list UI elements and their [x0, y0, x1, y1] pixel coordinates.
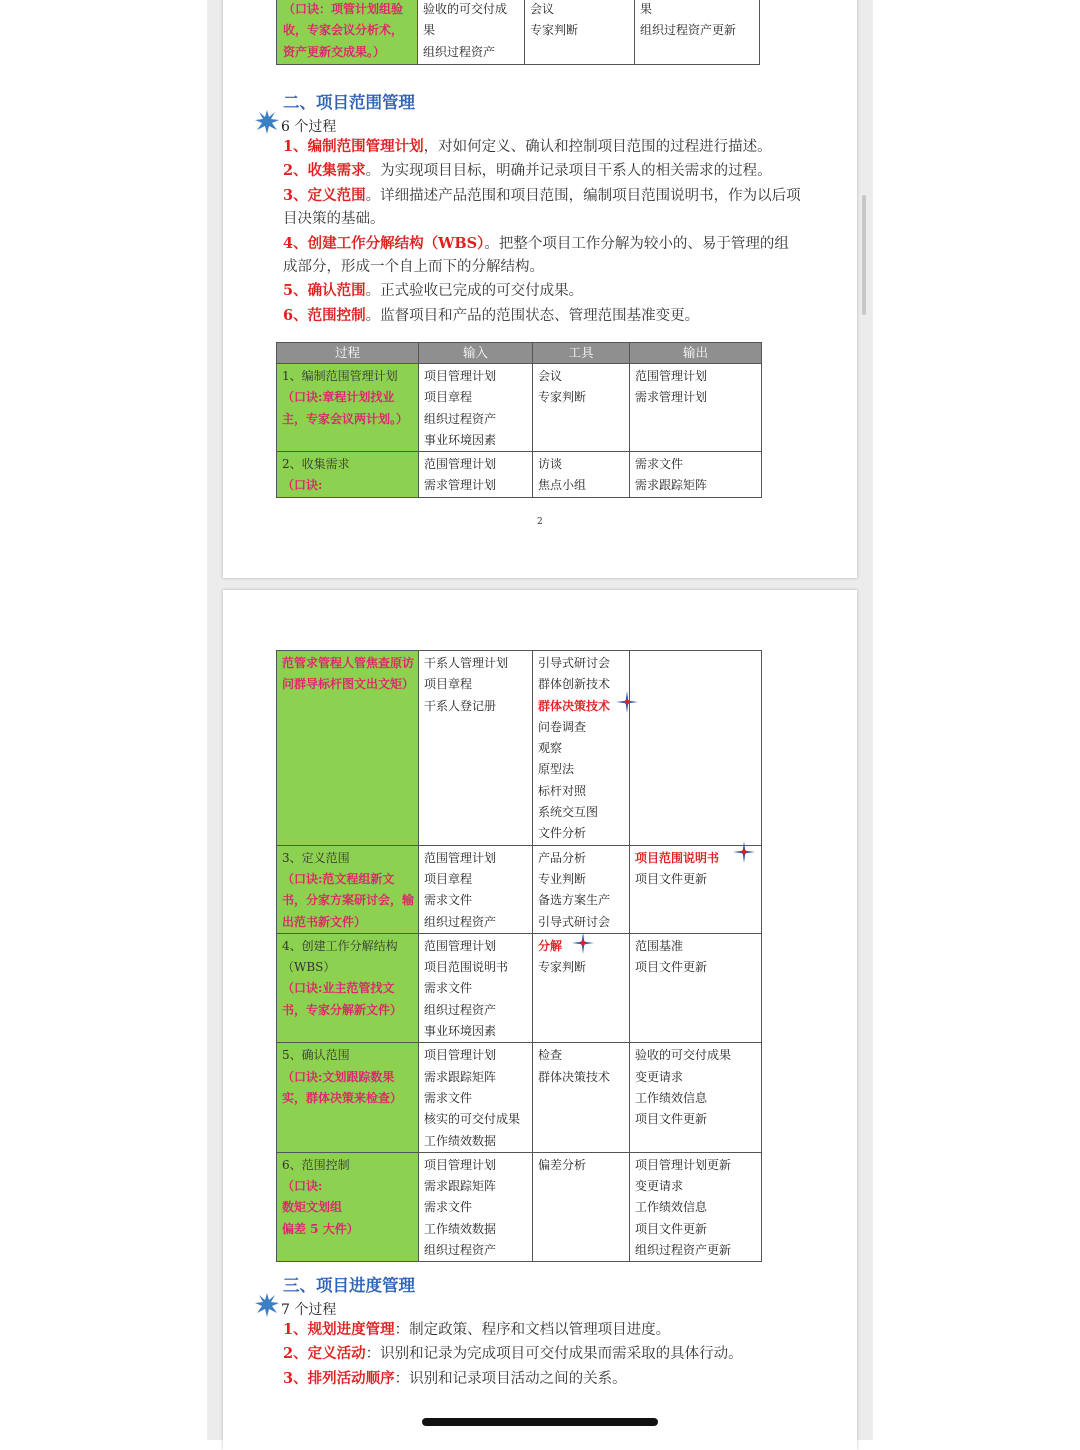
scope-process-list	[283, 135, 803, 328]
list-item: 1、编制范围管理计划，对如何定义、确认和控制项目范围的过程进行描述。	[283, 138, 772, 155]
table-row	[277, 1043, 762, 1152]
scrollbar-thumb[interactable]	[862, 195, 866, 315]
column-header: 工具	[533, 343, 630, 364]
process-cell: 1、编制范围管理计划 （口诀:章程计划找业主，专家会议两计划。）	[277, 364, 419, 452]
column-header: 过程	[277, 343, 419, 364]
inputs-cell: 验收的可交付成 果 组织过程资产	[418, 0, 525, 65]
list-item: 6、范围控制。监督项目和产品的范围状态、管理范围基准变更。	[283, 306, 700, 324]
schedule-process-list	[283, 1318, 803, 1391]
tools-cell: 偏差分析	[533, 1152, 630, 1261]
tools-cell: 访谈 焦点小组	[533, 452, 630, 498]
outputs-cell	[630, 651, 762, 846]
outputs-cell: 项目管理计划更新 变更请求 工作绩效信息 项目文件更新 组织过程资产更新	[630, 1152, 762, 1261]
inputs-cell: 干系人管理计划 项目章程 干系人登记册	[419, 651, 533, 846]
table-row	[277, 452, 762, 498]
document-page-3	[223, 590, 857, 1450]
burst-star-icon	[255, 110, 279, 134]
home-indicator[interactable]	[422, 1418, 658, 1426]
process-cell: 3、定义范围 （口诀:范文程组新文书，分家方案研讨会，输出范书新文件）	[277, 845, 419, 933]
process-cell: 6、范围控制 （口诀: 数矩文划组 偏差 5 大件）	[277, 1152, 419, 1261]
table-row	[277, 933, 762, 1042]
tools-cell: 引导式研讨会 群体创新技术 群体决策技术 问卷调查 观察 原型法 标杆对照 系统交互图 文件分析	[533, 651, 630, 846]
list-item: 3、定义范围。详细描述产品范围和项目范围，编制项目范围说明书，作为以后项目决策的基础。	[283, 186, 801, 228]
process-cell: 4、创建工作分解结构 （WBS） （口诀:业主范管找文书，专家分解新文件）	[277, 933, 419, 1042]
process-cell: 5、确认范围 （口诀:文划跟踪数果实，群体决策来检查）	[277, 1043, 419, 1152]
tools-cell: 检查 群体决策技术	[533, 1043, 630, 1152]
outputs-cell: 需求文件 需求跟踪矩阵	[630, 452, 762, 498]
outputs-cell: 范围基准 项目文件更新	[630, 933, 762, 1042]
list-item: 1、规划进度管理：制定政策、程序和文档以管理项目进度。	[283, 1321, 671, 1338]
table-row	[277, 651, 762, 846]
outputs-cell: 果 组织过程资产更新	[635, 0, 760, 65]
outputs-cell: 验收的可交付成果 变更请求 工作绩效信息 项目文件更新	[630, 1043, 762, 1152]
list-item: 5、确认范围。正式验收已完成的可交付成果。	[283, 282, 584, 300]
list-item: 2、收集需求。为实现项目目标，明确并记录项目干系人的相关需求的过程。	[283, 162, 772, 180]
tools-cell: 产品分析 专业判断 备选方案生产 引导式研讨会	[533, 845, 630, 933]
sparkle-icon	[616, 691, 638, 713]
tools-cell: 会议 专家判断	[525, 0, 635, 65]
scope-process-table-continued	[276, 650, 762, 1262]
inputs-cell: 项目管理计划 需求跟踪矩阵 需求文件 工作绩效数据 组织过程资产	[419, 1152, 533, 1261]
column-header: 输出	[630, 343, 762, 364]
document-page-2	[223, 0, 857, 578]
scope-process-table	[276, 342, 762, 498]
list-item: 3、排列活动顺序：识别和记录项目活动之间的关系。	[283, 1369, 627, 1387]
column-header: 输入	[419, 343, 533, 364]
section-heading-scope: 二、项目范围管理	[283, 93, 415, 112]
table-row	[277, 1152, 762, 1261]
sparkle-icon	[733, 841, 755, 863]
list-item: 2、定义活动：识别和记录为完成项目可交付成果而需采取的具体行动。	[283, 1345, 743, 1363]
process-count: 7 个过程	[281, 1302, 337, 1318]
sparkle-icon	[572, 932, 594, 954]
page-number: 2	[537, 517, 543, 527]
inputs-cell: 范围管理计划 项目范围说明书 需求文件 组织过程资产 事业环境因素	[419, 933, 533, 1042]
table-row	[277, 364, 762, 452]
process-count: 6 个过程	[281, 119, 337, 135]
process-cell: 范管求管程人管焦查原访问群导标杆图文出文矩）	[277, 651, 419, 846]
outputs-cell: 项目范围说明书 项目文件更新	[630, 845, 762, 933]
list-item: 4、创建工作分解结构（WBS）。把整个项目工作分解为较小的、易于管理的组成部分，形成一个自上而下的分解结构。	[283, 234, 789, 276]
tools-cell: 分解 专家判断	[533, 933, 630, 1042]
inputs-cell: 项目管理计划 项目章程 组织过程资产 事业环境因素	[419, 364, 533, 452]
mnemonic-cell: （口诀：项管计划组验 收，专家会议分析术， 资产更新交成果。）	[277, 0, 418, 65]
table-row	[277, 845, 762, 933]
previous-table-tail	[276, 0, 760, 65]
outputs-cell: 范围管理计划 需求管理计划	[630, 364, 762, 452]
tools-cell: 会议 专家判断	[533, 364, 630, 452]
inputs-cell: 范围管理计划 需求管理计划	[419, 452, 533, 498]
burst-star-icon	[255, 1293, 279, 1317]
inputs-cell: 范围管理计划 项目章程 需求文件 组织过程资产	[419, 845, 533, 933]
inputs-cell: 项目管理计划 需求跟踪矩阵 需求文件 核实的可交付成果 工作绩效数据	[419, 1043, 533, 1152]
process-cell: 2、收集需求 （口诀:	[277, 452, 419, 498]
section-heading-schedule: 三、项目进度管理	[283, 1276, 415, 1295]
